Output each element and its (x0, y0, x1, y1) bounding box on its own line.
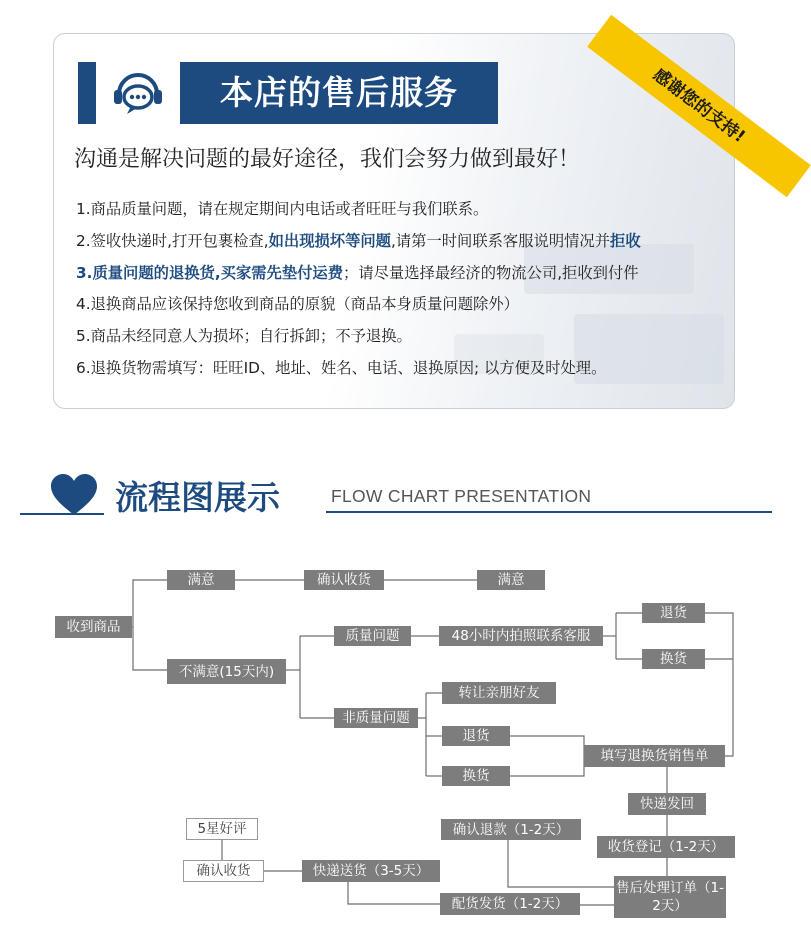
flow-node-transfer-friends: 转让亲朋好友 (442, 682, 556, 704)
flow-node-dispatch: 配货发货（1-2天） (440, 893, 580, 915)
rule-text: 1.商品质量问题，请在规定期间内电话或者旺旺与我们联系。 (76, 200, 489, 218)
rule-text: 6.退换货物需填写：旺旺ID、地址、姓名、电话、退换原因; 以方便及时处理。 (76, 358, 607, 377)
flow-node-exchange-mid: 换货 (442, 766, 510, 786)
flow-node-confirm-receipt-top: 确认收货 (304, 570, 384, 590)
service-title: 本店的售后服务 (180, 62, 498, 124)
connector-line (510, 736, 584, 756)
flow-node-non-quality: 非质量问题 (334, 708, 418, 728)
flow-node-confirm-refund: 确认退款（1-2天） (441, 819, 581, 840)
flow-node-express-delivery: 快递送货（3-5天） (302, 860, 440, 882)
flow-node-five-star: 5星好评 (186, 818, 258, 840)
section-subtitle: FLOW CHART PRESENTATION (331, 486, 592, 506)
connector-line (510, 756, 584, 776)
flow-node-fill-form: 填写退换货销售单 (584, 745, 725, 767)
flow-node-return-top: 退货 (642, 603, 705, 623)
rule-highlight-text: 拒收 (610, 231, 641, 250)
flow-node-exchange-top: 换货 (642, 649, 705, 669)
flow-node-satisfied: 满意 (167, 570, 235, 590)
rule-highlight-text: 3.质量问题的退换货,买家需先垫付运费 (76, 263, 344, 282)
flow-node-satisfied-end: 满意 (477, 570, 545, 590)
rule-text: 2.签收快递时,打开包裹检查, (76, 231, 269, 250)
flow-node-photo-contact: 48小时内拍照联系客服 (439, 626, 603, 646)
connector-line (705, 613, 733, 756)
rule-text: ；请尽量选择最经济的物流公司,拒收到付件 (343, 263, 639, 282)
rule-text: 4.退换商品应该保持您收到商品的原貌（商品本身质量问题除外） (76, 295, 519, 314)
connector-line (348, 882, 440, 904)
connector-line (133, 580, 167, 627)
flow-node-received: 收到商品 (55, 616, 132, 638)
rule-text: ,请第一时间联系客服说明情况并 (390, 231, 611, 250)
flow-node-quality-issue: 质量问题 (334, 626, 411, 646)
rule-text: 5.商品未经同意人为损坏；自行拆卸；不予退换。 (76, 327, 412, 346)
flow-node-unsatisfied: 不满意(15天内) (167, 659, 286, 684)
flow-node-confirm-receipt-bottom: 确认收货 (183, 860, 264, 882)
flow-node-express-return: 快递发回 (628, 793, 706, 815)
rule-highlight-text: 如出现损坏等问题 (268, 231, 391, 250)
flow-node-receipt-register: 收货登记（1-2天） (597, 836, 735, 858)
section-title: 流程图展示 (115, 478, 280, 517)
ribbon-label: 感谢您的支持! (587, 15, 811, 197)
flow-node-after-sales: 售后处理订单（1-2天） (614, 876, 726, 918)
service-slogan: 沟通是解决问题的最好途径，我们会努力做到最好！ (74, 147, 581, 172)
flow-node-return-mid: 退货 (442, 726, 510, 746)
connector-line (133, 627, 167, 670)
